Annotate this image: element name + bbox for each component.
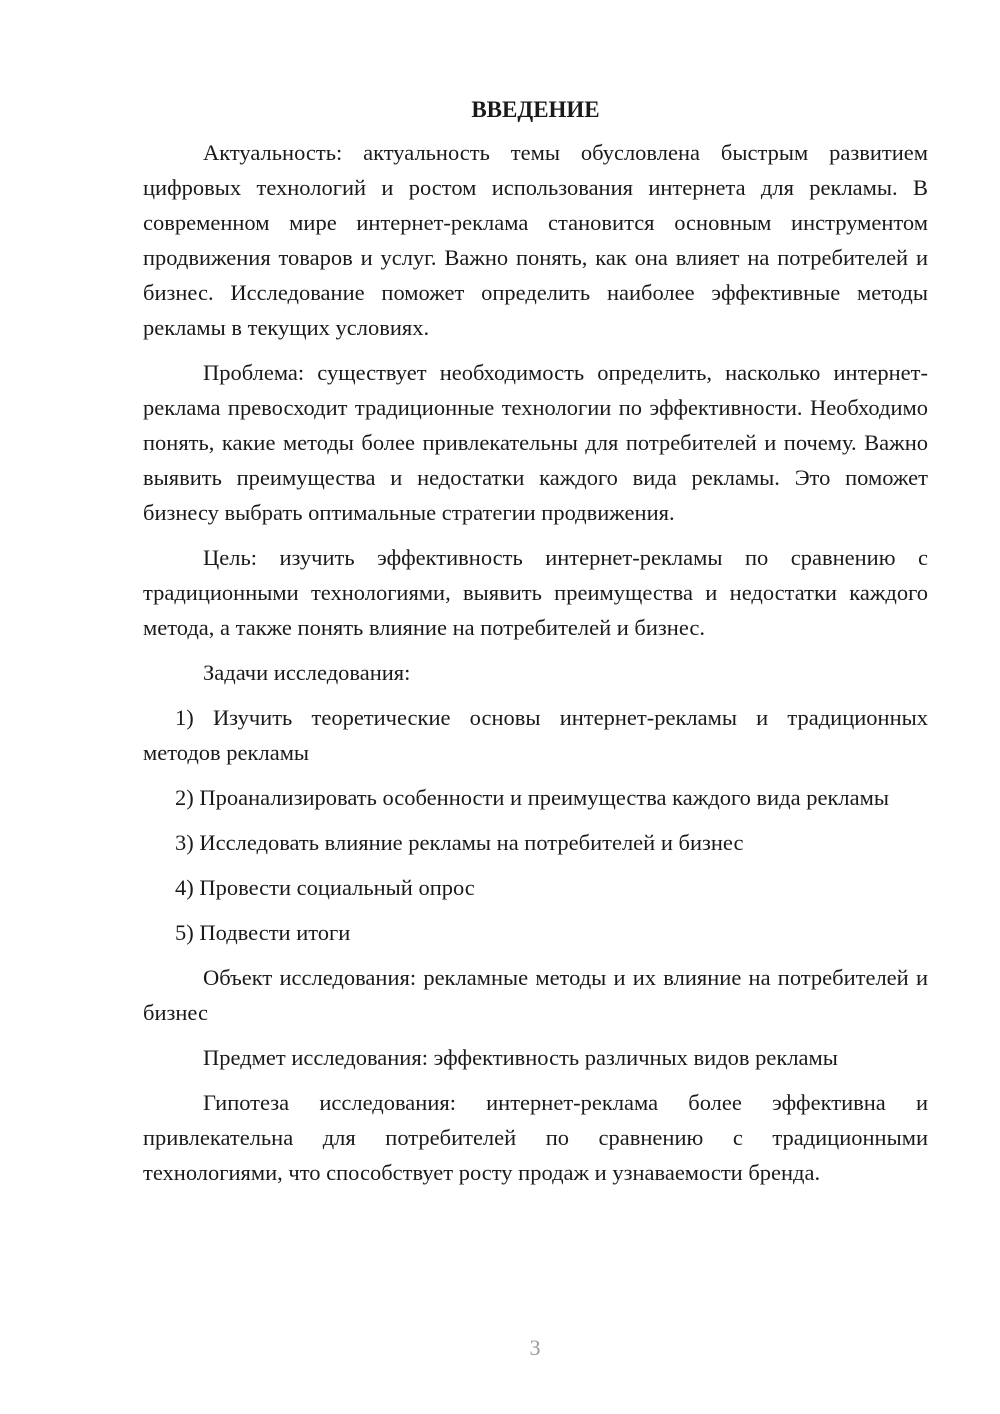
problem-paragraph: Проблема: существует необходимость определить, насколько интернет-реклама превосходит традиционные технологии по эффективности. Необходимо понять, какие методы более привлекательны для потребителей и почему. Важно выявить преимущества и недостатки каждого вида рекламы. Это поможет бизнесу выбрать оптимальные стратегии продвижения.: [143, 360, 928, 525]
task-item-1: 1) Изучить теоретические основы интернет-рекламы и традиционных методов рекламы: [143, 705, 928, 765]
task-item-2: 2) Проанализировать особенности и преимущества каждого вида рекламы: [175, 785, 889, 810]
task-item-5: 5) Подвести итоги: [175, 920, 351, 945]
section-title: ВВЕДЕНИЕ: [471, 97, 600, 122]
object-paragraph: Объект исследования: рекламные методы и их влияние на потребителей и бизнес: [143, 965, 928, 1025]
page-number: 3: [529, 1335, 541, 1360]
tasks-heading: Задачи исследования:: [203, 660, 411, 685]
relevance-paragraph: Актуальность: актуальность темы обусловлена быстрым развитием цифровых технологий и ростом использования интернета для рекламы. В современном мире интернет-реклама становится основным инструментом продвижения товаров и услуг. Важно понять, как она влияет на потребителей и бизнес. Исследование поможет определить наиболее эффективные методы рекламы в текущих условиях.: [143, 140, 928, 340]
task-item-3: 3) Исследовать влияние рекламы на потребителей и бизнес: [175, 830, 744, 855]
subject-paragraph: Предмет исследования: эффективность различных видов рекламы: [203, 1045, 838, 1070]
hypothesis-paragraph: Гипотеза исследования: интернет-реклама более эффективна и привлекательна для потребителей по сравнению с традиционными технологиями, что способствует росту продаж и узнаваемости бренда.: [143, 1090, 928, 1185]
task-item-4: 4) Провести социальный опрос: [175, 875, 475, 900]
goal-paragraph: Цель: изучить эффективность интернет-рекламы по сравнению с традиционными технологиями, выявить преимущества и недостатки каждого метода, а также понять влияние на потребителей и бизнес.: [143, 545, 928, 640]
page-content: [143, 92, 928, 1200]
